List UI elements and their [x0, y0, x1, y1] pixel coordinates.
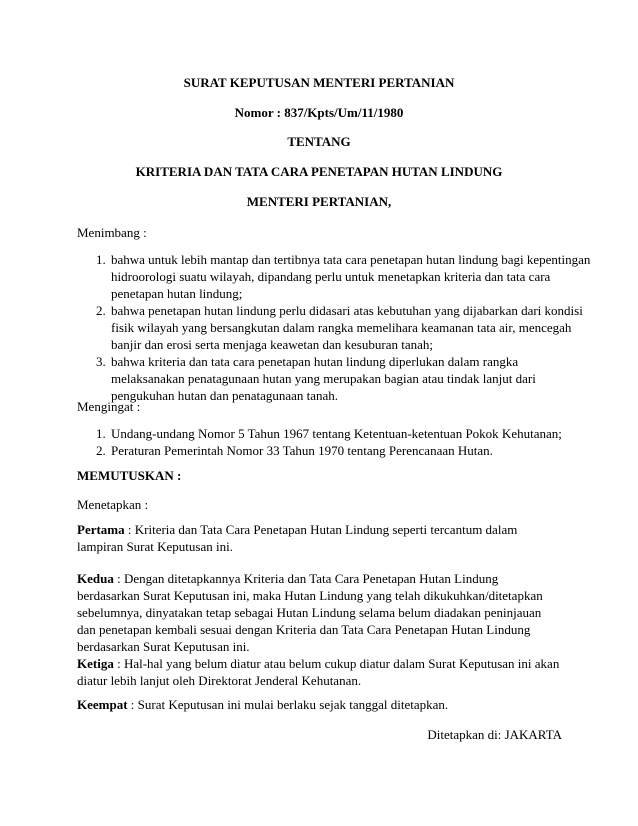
pertama-label: Pertama [77, 522, 125, 537]
ketiga-text: : Hal-hal yang belum diatur atau belum cukup diatur dalam Surat Keputusan ini akan diatur lebih lanjut oleh Direktorat Jenderal Kehutanan. [77, 656, 560, 688]
kedua-label: Kedua [77, 571, 114, 586]
menimbang-list [77, 251, 594, 404]
pertama-text: : Kriteria dan Tata Cara Penetapan Hutan Lindung seperti tercantum dalam lampiran Surat Keputusan ini. [77, 522, 518, 554]
tentang-heading: TENTANG [287, 134, 351, 149]
memutuskan-heading: MEMUTUSKAN : [77, 468, 182, 483]
keempat-paragraph [77, 696, 562, 713]
kedua-paragraph [77, 570, 562, 655]
ketiga-paragraph [77, 655, 562, 689]
keempat-label: Keempat [77, 697, 128, 712]
list-item: 3. bahwa kriteria dan tata cara penetapan hutan lindung diperlukan dalam rangka melaksanakan penatagunaan hutan yang merupakan bagian atau tindak lanjut dari pengukuhan hutan dan penatagunaan tanah. [109, 353, 594, 404]
issuer-heading: MENTERI PERTANIAN, [246, 194, 392, 209]
list-item: 1. bahwa untuk lebih mantap dan tertibnya tata cara penetapan hutan lindung bagi kepentingan hidroorologi suatu wilayah, dipandang perlu untuk menetapkan kriteria dan tata cara penetapan hutan lindung; [109, 251, 594, 302]
document-subject: KRITERIA DAN TATA CARA PENETAPAN HUTAN LINDUNG [135, 164, 503, 179]
pertama-paragraph [77, 521, 562, 555]
list-item: 2. bahwa penetapan hutan lindung perlu didasari atas kebutuhan yang dijabarkan dari kondisi fisik wilayah yang bersangkutan dalam rangka memelihara keamanan tata air, mencegah banjir dan erosi serta menjaga keawetan dan kesuburan tanah; [109, 302, 594, 353]
menetapkan-label: Menetapkan : [77, 497, 149, 512]
mengingat-list [77, 425, 594, 459]
ketiga-label: Ketiga [77, 656, 114, 671]
menimbang-label: Menimbang : [77, 225, 147, 240]
ditetapkan-line: Ditetapkan di: JAKARTA [427, 727, 562, 742]
list-item: 2. Peraturan Pemerintah Nomor 33 Tahun 1970 tentang Perencanaan Hutan. [109, 442, 594, 459]
mengingat-label: Mengingat : [77, 399, 141, 414]
keempat-text: : Surat Keputusan ini mulai berlaku sejak tanggal ditetapkan. [127, 697, 449, 712]
document-title: SURAT KEPUTUSAN MENTERI PERTANIAN [183, 75, 455, 90]
kedua-text: : Dengan ditetapkannya Kriteria dan Tata Cara Penetapan Hutan Lindung berdasarkan Surat Keputusan ini, maka Hutan Lindung yang telah dikukuhkan/ditetapkan sebelumnya, dinyatakan tetap sebagai Hutan Lindung selama belum diadakan peninjauan dan penetapan kembali sesuai dengan Kriteria dan Tata Cara Penetapan Hutan Lindung berdasarkan Surat Keputusan ini. [77, 571, 543, 654]
document-number: Nomor : 837/Kpts/Um/11/1980 [234, 105, 404, 120]
list-item: 1. Undang-undang Nomor 5 Tahun 1967 tentang Ketentuan-ketentuan Pokok Kehutanan; [109, 425, 594, 442]
